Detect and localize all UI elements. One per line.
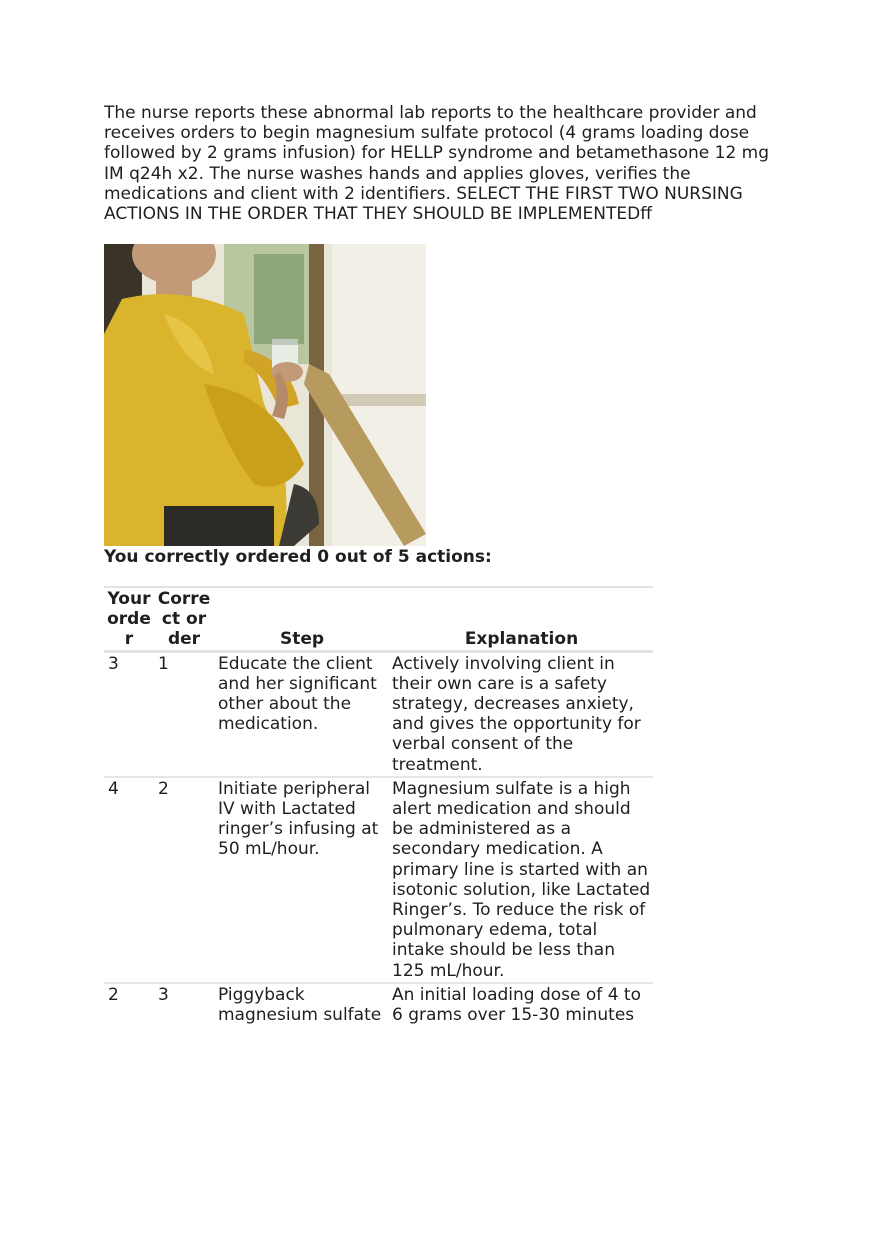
header-step: Step bbox=[279, 629, 325, 650]
correct-order-cell: 1 bbox=[158, 653, 169, 674]
header-your-order: Your order bbox=[107, 589, 151, 650]
your-order-cell: 4 bbox=[108, 778, 119, 799]
header-correct-order: Correct order bbox=[157, 589, 211, 650]
correct-order-cell: 2 bbox=[158, 778, 169, 799]
order-results-table bbox=[104, 586, 653, 1026]
your-order-cell: 3 bbox=[108, 653, 119, 674]
pregnant-woman-photo bbox=[104, 244, 426, 546]
table-row bbox=[104, 651, 653, 777]
explanation-cell: Actively involving client in their own care is a safety strategy, decreases anxiety, and gives the opportunity for verbal consent of the treatment. bbox=[392, 653, 641, 775]
result-heading: You correctly ordered 0 out of 5 actions: bbox=[104, 547, 492, 567]
header-explanation: Explanation bbox=[464, 629, 579, 650]
step-cell: Piggyback magnesium sulfate bbox=[218, 984, 382, 1026]
table-row bbox=[104, 777, 653, 983]
explanation-cell: Magnesium sulfate is a high alert medication and should be administered as a secondary medication. A primary line is started with an isotonic solution, like Lactated Ringer’s. To reduce the risk of pulmonary edema, total intake should be less than 125 mL/hour. bbox=[392, 778, 651, 981]
table-row bbox=[104, 983, 653, 1026]
step-cell: Educate the client and her significant other about the medication. bbox=[218, 653, 377, 735]
your-order-cell: 2 bbox=[108, 984, 119, 1005]
explanation-cell: An initial loading dose of 4 to 6 grams over 15-30 minutes bbox=[392, 984, 641, 1026]
question-text: The nurse reports these abnormal lab reports to the healthcare provider and receives orders to begin magnesium sulfate protocol (4 grams loading dose followed by 2 grams infusion) for HELLP syndrome and betamethasone 12 mg IM q24h x2. The nurse washes hands and applies gloves, verifies the medications and client with 2 identifiers. SELECT THE FIRST TWO NURSING ACTIONS IN THE ORDER THAT THEY SHOULD BE IMPLEMENTEDff bbox=[104, 103, 770, 225]
correct-order-cell: 3 bbox=[158, 984, 169, 1005]
step-cell: Initiate peripheral IV with Lactated ringer’s infusing at 50 mL/hour. bbox=[218, 778, 379, 860]
table-header-row bbox=[104, 587, 653, 651]
